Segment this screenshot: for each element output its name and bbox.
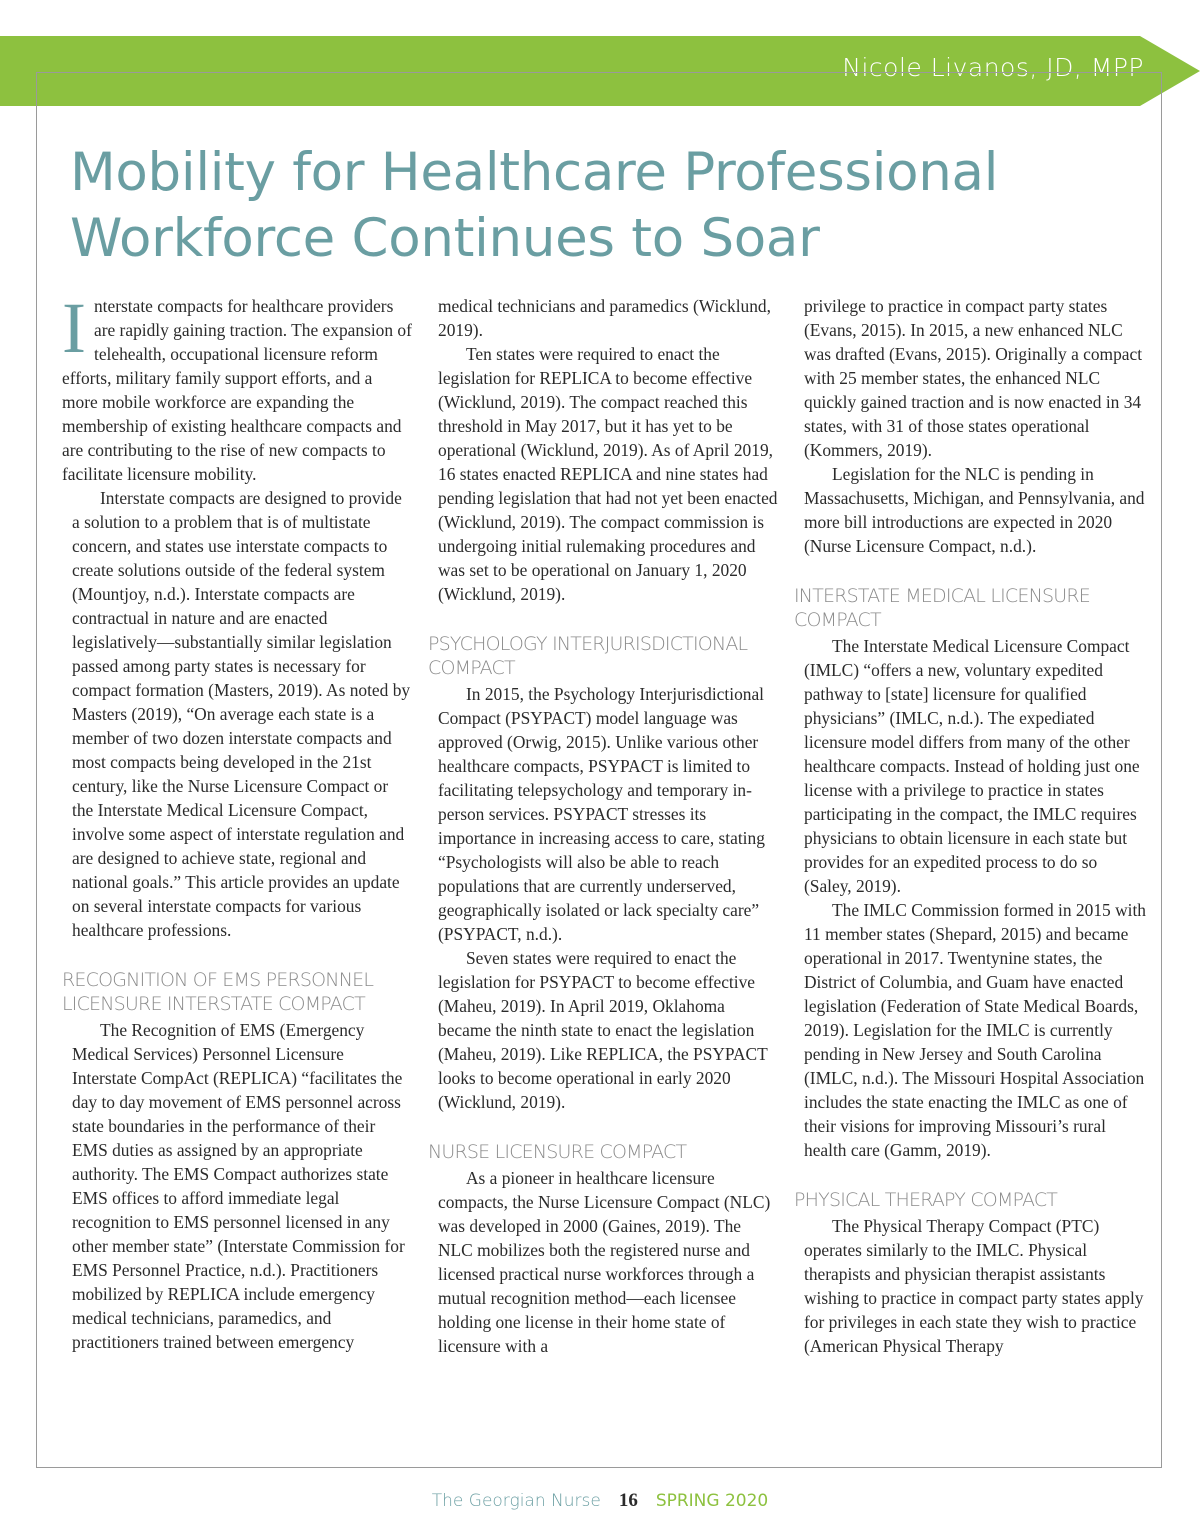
replica-paragraph-1: The Recognition of EMS (Emergency Medical Services) Personnel Licensure Interstate CompAct (REPLICA) “facilitates the day to day movement of EMS personnel across state boundaries in the performance of their EMS duties as assigned by an appropriate authority. The EMS Compact authorizes state EMS offices to afford immediate legal recognition to EMS personnel licensed in any other member state” (Interstate Commission for EMS Personnel Practice, n.d.). Practitioners mobilized by REPLICA include emergency medical technicians, paramedics, and practitioners trained between emergency [72, 1020, 405, 1352]
column-2 [428, 294, 778, 1358]
author-name: Nicole Livanos, JD, MPP [842, 53, 1144, 82]
intro-paragraph-2: Interstate compacts are designed to provide a solution to a problem that is of multistate concern, and states use interstate compacts to create solutions outside of the federal system (Mountjoy, n.d.). Interstate compacts are contractual in nature and are enacted legislatively—substantially similar legislation passed among party states is necessary for compact formation (Masters, 2019). As noted by Masters (2019), “On average each state is a member of two dozen interstate compacts and most compacts being developed in the 21st century, like the Nurse Licensure Compact or the Interstate Medical Licensure Compact, involve some aspect of interstate regulation and are designed to achieve state, regional and national goals.” This article provides an update on several interstate compacts for various healthcare professions. [72, 488, 411, 940]
intro-paragraph-1-text: nterstate compacts for healthcare providers are rapidly gaining traction. The expansion of telehealth, occupational licensure reform efforts, military family support efforts, and a more mobile workforce are expanding the membership of existing healthcare compacts and are contributing to the rise of new compacts to facilitate licensure mobility. [62, 296, 412, 484]
imlc-paragraph-2: The IMLC Commission formed in 2015 with 11 member states (Shepard, 2015) and became operational in 2017. Twentynine states, the District of Columbia, and Guam have enacted legislation (Federation of State Medical Boards, 2019). Legislation for the IMLC is currently pending in New Jersey and South Carolina (IMLC, n.d.). The Missouri Hospital Association includes the state enacting the IMLC as one of their visions for improving Missouri’s rural health care (Gamm, 2019). [804, 900, 1146, 1160]
column-3 [794, 294, 1146, 1358]
column-1 [62, 288, 412, 1354]
nlc-paragraph-1: As a pioneer in healthcare licensure compacts, the Nurse Licensure Compact (NLC) was developed in 2000 (Gaines, 2019). The NLC mobilizes both the registered nurse and licensed practical nurse workforces through a mutual recognition method—each licensee holding one license in their home state of licensure with a [438, 1168, 771, 1356]
section-heading-imlc: INTERSTATE MEDICAL LICENSURE COMPACT [794, 585, 1090, 631]
drop-cap: I [62, 288, 86, 368]
section-heading-psypact: PSYCHOLOGY INTERJURISDICTIONAL COMPACT [428, 633, 748, 679]
nlc-paragraph-1-continued: privilege to practice in compact party states (Evans, 2015). In 2015, a new enhanced NLC was drafted (Evans, 2015). Originally a compact with 25 member states, the enhanced NLC quickly gained traction and is now enacted in 34 states, with 31 of those states operational (Kommers, 2019). [804, 296, 1143, 460]
replica-paragraph-2: Ten states were required to enact the legislation for REPLICA to become effective (Wicklund, 2019). The compact reached this threshold in May 2017, but it has yet to be operational (Wicklund, 2019). As of April 2019, 16 states enacted REPLICA and nine states had pending legislation that had not yet been enacted (Wicklund, 2019). The compact commission is undergoing initial rulemaking procedures and was set to be operational on January 1, 2020 (Wicklund, 2019). [438, 344, 778, 604]
title-line-1: Mobility for Healthcare Professional [70, 142, 999, 203]
footer-magazine-name: The Georgian Nurse [431, 1491, 601, 1511]
section-heading-nlc: NURSE LICENSURE COMPACT [428, 1141, 687, 1163]
column-1-body [62, 486, 412, 1354]
imlc-paragraph-1: The Interstate Medical Licensure Compact (IMLC) “offers a new, voluntary expedited pathway to [state] licensure for qualified physicians” (IMLC, n.d.). The expediated licensure model differs from many of the other healthcare compacts. Instead of holding just one license with a privilege to practice in states participating in the compact, the IMLC requires physicians to obtain licensure in each state but provides for an expedited process to do so (Saley, 2019). [804, 636, 1140, 896]
section-heading-ptc: PHYSICAL THERAPY COMPACT [794, 1189, 1058, 1211]
ptc-paragraph-1: The Physical Therapy Compact (PTC) operates similarly to the IMLC. Physical therapists and physician therapist assistants wishing to practice in compact party states apply for privileges in each state they wish to practice (American Physical Therapy [804, 1216, 1144, 1356]
psypact-paragraph-2: Seven states were required to enact the legislation for PSYPACT to become effective (Maheu, 2019). In April 2019, Oklahoma became the ninth state to enact the legislation (Maheu, 2019). Like REPLICA, the PSYPACT looks to become operational in early 2020 (Wicklund, 2019). [438, 948, 768, 1112]
intro-paragraph-1 [62, 288, 412, 486]
page-footer [0, 1490, 1200, 1512]
psypact-paragraph-1: In 2015, the Psychology Interjurisdictional Compact (PSYPACT) model language was approved (Orwig, 2015). Unlike various other healthcare compacts, PSYPACT is limited to facilitating telepsychology and temporary in-person services. PSYPACT stresses its importance in increasing access to care, stating “Psychologists will also be able to reach populations that are currently underserved, geographically isolated or lack specialty care” (PSYPACT, n.d.). [438, 684, 765, 944]
nlc-paragraph-2: Legislation for the NLC is pending in Massachusetts, Michigan, and Pennsylvania, and more bill introductions are expected in 2020 (Nurse Licensure Compact, n.d.). [804, 464, 1145, 556]
footer-page-number: 16 [618, 1490, 638, 1511]
replica-paragraph-1-continued: medical technicians and paramedics (Wicklund, 2019). [438, 296, 771, 340]
section-heading-replica: RECOGNITION OF EMS PERSONNEL LICENSURE INTERSTATE COMPACT [62, 969, 374, 1015]
article-title [70, 140, 1130, 272]
footer-issue-season: SPRING 2020 [655, 1491, 769, 1511]
title-line-2: Workforce Continues to Soar [70, 208, 820, 269]
